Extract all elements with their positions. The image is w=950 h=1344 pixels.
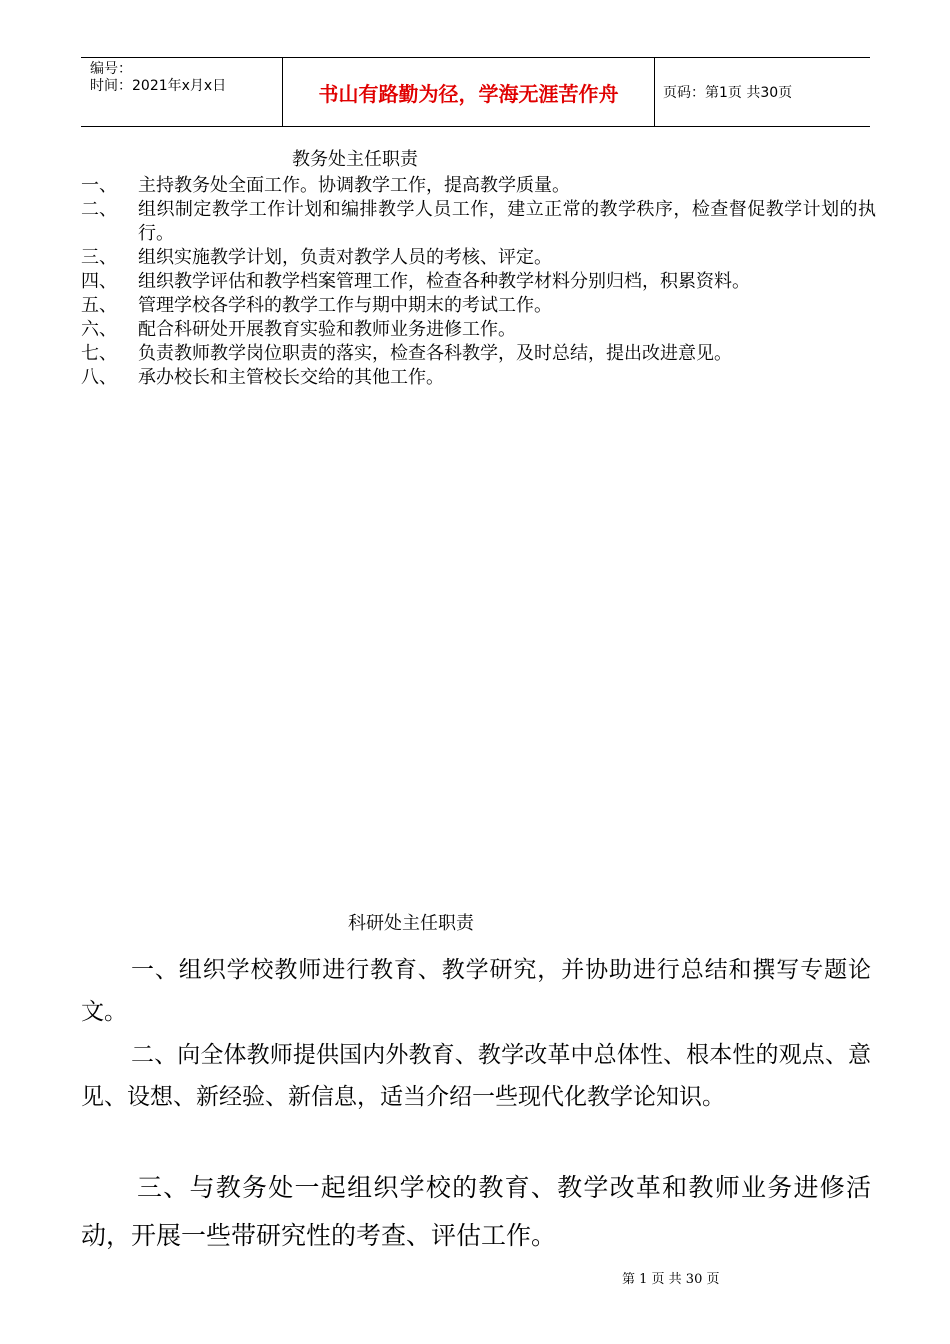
list-item-number: 六、 <box>81 319 117 340</box>
list-item-text: 组织实施教学计划，负责对教学人员的考核、评定。 <box>138 247 552 268</box>
header-meta-cell <box>81 58 283 126</box>
list-item <box>81 342 876 366</box>
list-item <box>81 198 876 246</box>
list-item <box>81 270 876 294</box>
list-item <box>81 294 876 318</box>
section1-title: 教务处主任职责 <box>292 149 418 170</box>
list-item-number: 四、 <box>81 271 117 292</box>
list-item-text: 管理学校各学科的教学工作与期中期末的考试工作。 <box>138 295 552 316</box>
list-item-number: 八、 <box>81 367 117 388</box>
list-item-text: 主持教务处全面工作。协调教学工作，提高教学质量。 <box>138 175 570 196</box>
list-item-text: 承办校长和主管校长交给的其他工作。 <box>138 367 444 388</box>
list-item-number: 五、 <box>81 295 117 316</box>
list-item <box>81 246 876 270</box>
list-item-number: 七、 <box>81 343 117 364</box>
page-footer: 第 1 页 共 30 页 <box>622 1272 720 1287</box>
list-item-text: 配合科研处开展教育实验和教师业务进修工作。 <box>138 319 516 340</box>
header-table <box>81 57 870 127</box>
list-item <box>81 366 876 390</box>
section2-paragraph-1: 一、组织学校教师进行教育、教学研究，并协助进行总结和撰写专题论文。 <box>81 957 871 1025</box>
section2-paragraph-3: 三、与教务处一起组织学校的教育、教学改革和教师业务进修活动，开展一些带研究性的考查、评估工作。 <box>81 1173 871 1250</box>
motto-text: 书山有路勤为径，学海无涯苦作舟 <box>318 81 619 106</box>
section2-title: 科研处主任职责 <box>348 913 474 934</box>
list-item-text: 负责教师教学岗位职责的落实，检查各科教学，及时总结，提出改进意见。 <box>138 343 732 364</box>
section2-paragraph-2: 二、向全体教师提供国内外教育、教学改革中总体性、根本性的观点、意见、设想、新经验、新信息，适当介绍一些现代化教学论知识。 <box>81 1042 871 1110</box>
time-label: 时间：2021年x月x日 <box>90 78 227 94</box>
header-page-cell <box>655 58 870 126</box>
list-item <box>81 318 876 342</box>
list-item-text: 组织制定教学工作计划和编排教学人员工作，建立正常的教学秩序，检查督促教学计划的执行。 <box>138 199 876 244</box>
list-item-number: 二、 <box>81 199 117 220</box>
header-motto-cell <box>283 58 655 126</box>
number-label: 编号： <box>90 61 132 77</box>
list-item-number: 三、 <box>81 247 117 268</box>
list-item-number: 一、 <box>81 175 117 196</box>
list-item-text: 组织教学评估和教学档案管理工作，检查各种教学材料分别归档，积累资料。 <box>138 271 750 292</box>
section1-list <box>81 174 876 390</box>
page-label: 页码：第1页 共30页 <box>663 85 793 101</box>
list-item <box>81 174 876 198</box>
